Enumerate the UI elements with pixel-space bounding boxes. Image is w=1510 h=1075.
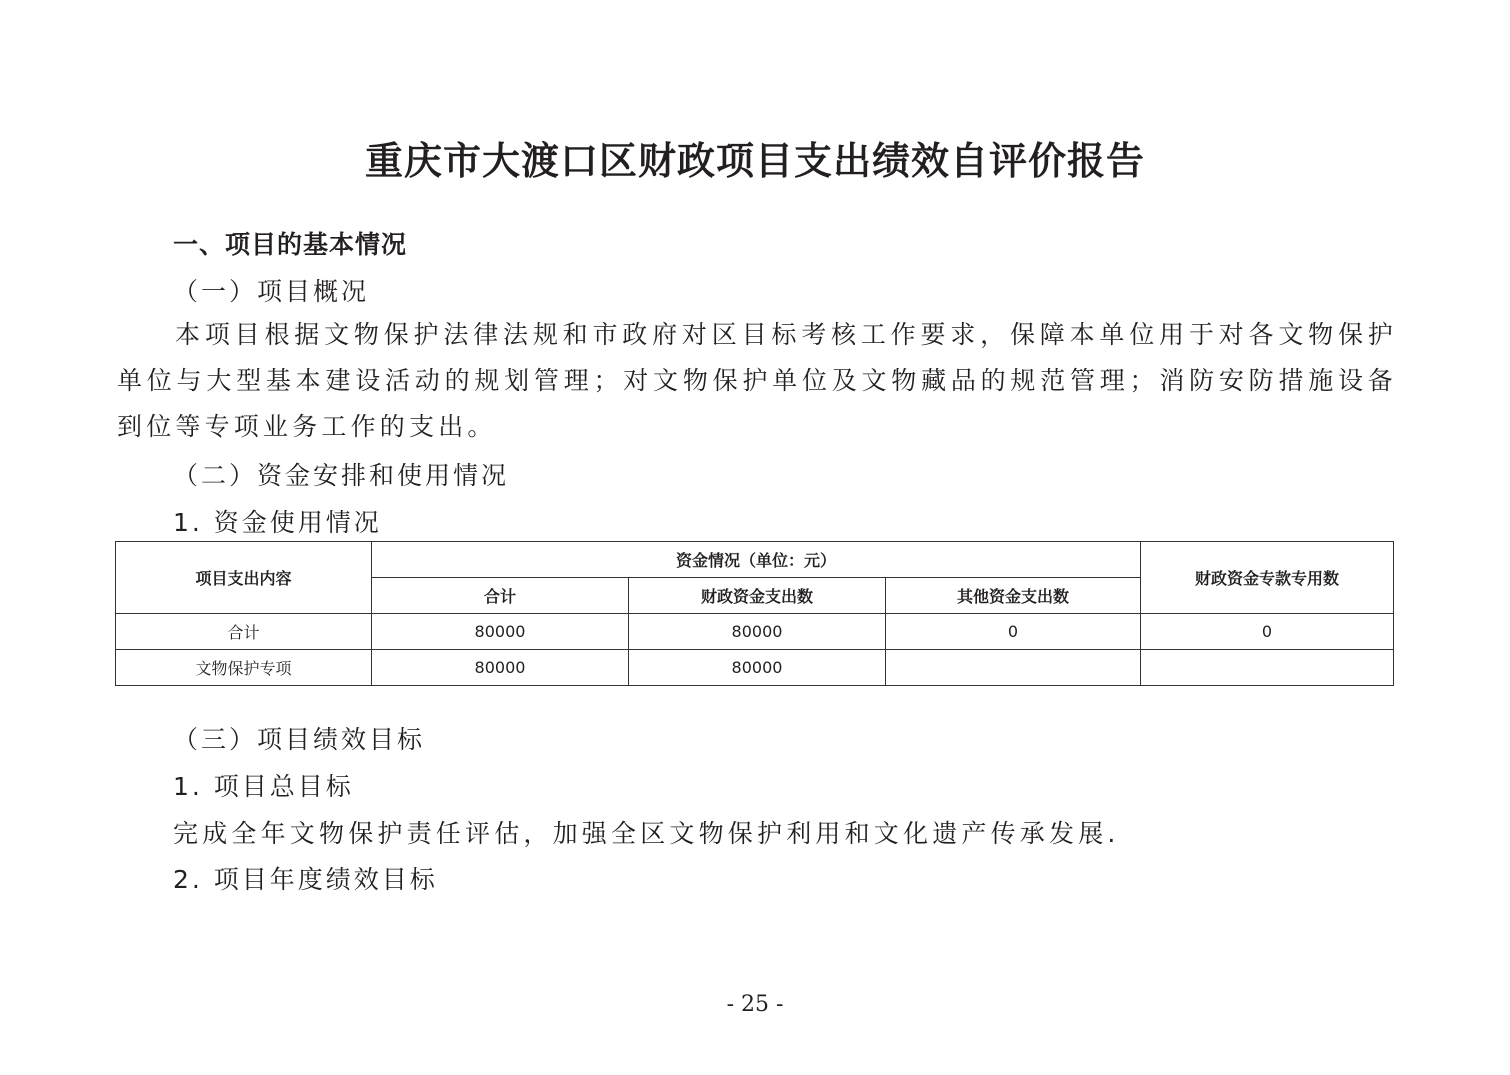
header-other: 其他资金支出数: [886, 578, 1141, 614]
project-overview-paragraph: 本项目根据文物保护法律法规和市政府对区目标考核工作要求，保障本单位用于对各文物保护单位与大型基本建设活动的规划管理；对文物保护单位及文物藏品的规范管理；消防安防措施设备到位等专项业务工作的支出。: [117, 320, 1397, 441]
table-cell: 80000: [372, 614, 629, 650]
header-total: 合计: [372, 578, 629, 614]
table-cell: 80000: [629, 650, 886, 686]
item-heading: 1. 资金使用情况: [173, 508, 382, 537]
table-cell: 合计: [116, 614, 372, 650]
header-funds: 资金情况（单位：元）: [372, 542, 1141, 578]
section-heading: 一、项目的基本情况: [173, 230, 408, 259]
table-cell: 80000: [629, 614, 886, 650]
overall-goal-text: 完成全年文物保护责任评估，加强全区文物保护利用和文化遗产传承发展.: [173, 819, 1120, 848]
header-content: 项目支出内容: [116, 542, 372, 614]
table-cell: 0: [886, 614, 1141, 650]
subsection-heading: （二）资金安排和使用情况: [173, 461, 510, 490]
table-cell: [1141, 650, 1394, 686]
table-row: [116, 614, 1394, 650]
table-cell: 80000: [372, 650, 629, 686]
subsection-heading: （一）项目概况: [173, 277, 370, 306]
header-fiscal: 财政资金支出数: [629, 578, 886, 614]
funds-table: [115, 541, 1394, 686]
table-cell: [886, 650, 1141, 686]
table-cell: 文物保护专项: [116, 650, 372, 686]
document-title: 重庆市大渡口区财政项目支出绩效自评价报告: [364, 138, 1145, 183]
table-cell: 0: [1141, 614, 1394, 650]
table-row: [116, 650, 1394, 686]
subsection-heading: （三）项目绩效目标: [173, 725, 426, 754]
header-special: 财政资金专款专用数: [1141, 542, 1394, 614]
item-heading: 1. 项目总目标: [173, 772, 354, 801]
page-number: - 25 -: [726, 992, 784, 1017]
item-heading: 2. 项目年度绩效目标: [173, 865, 438, 894]
